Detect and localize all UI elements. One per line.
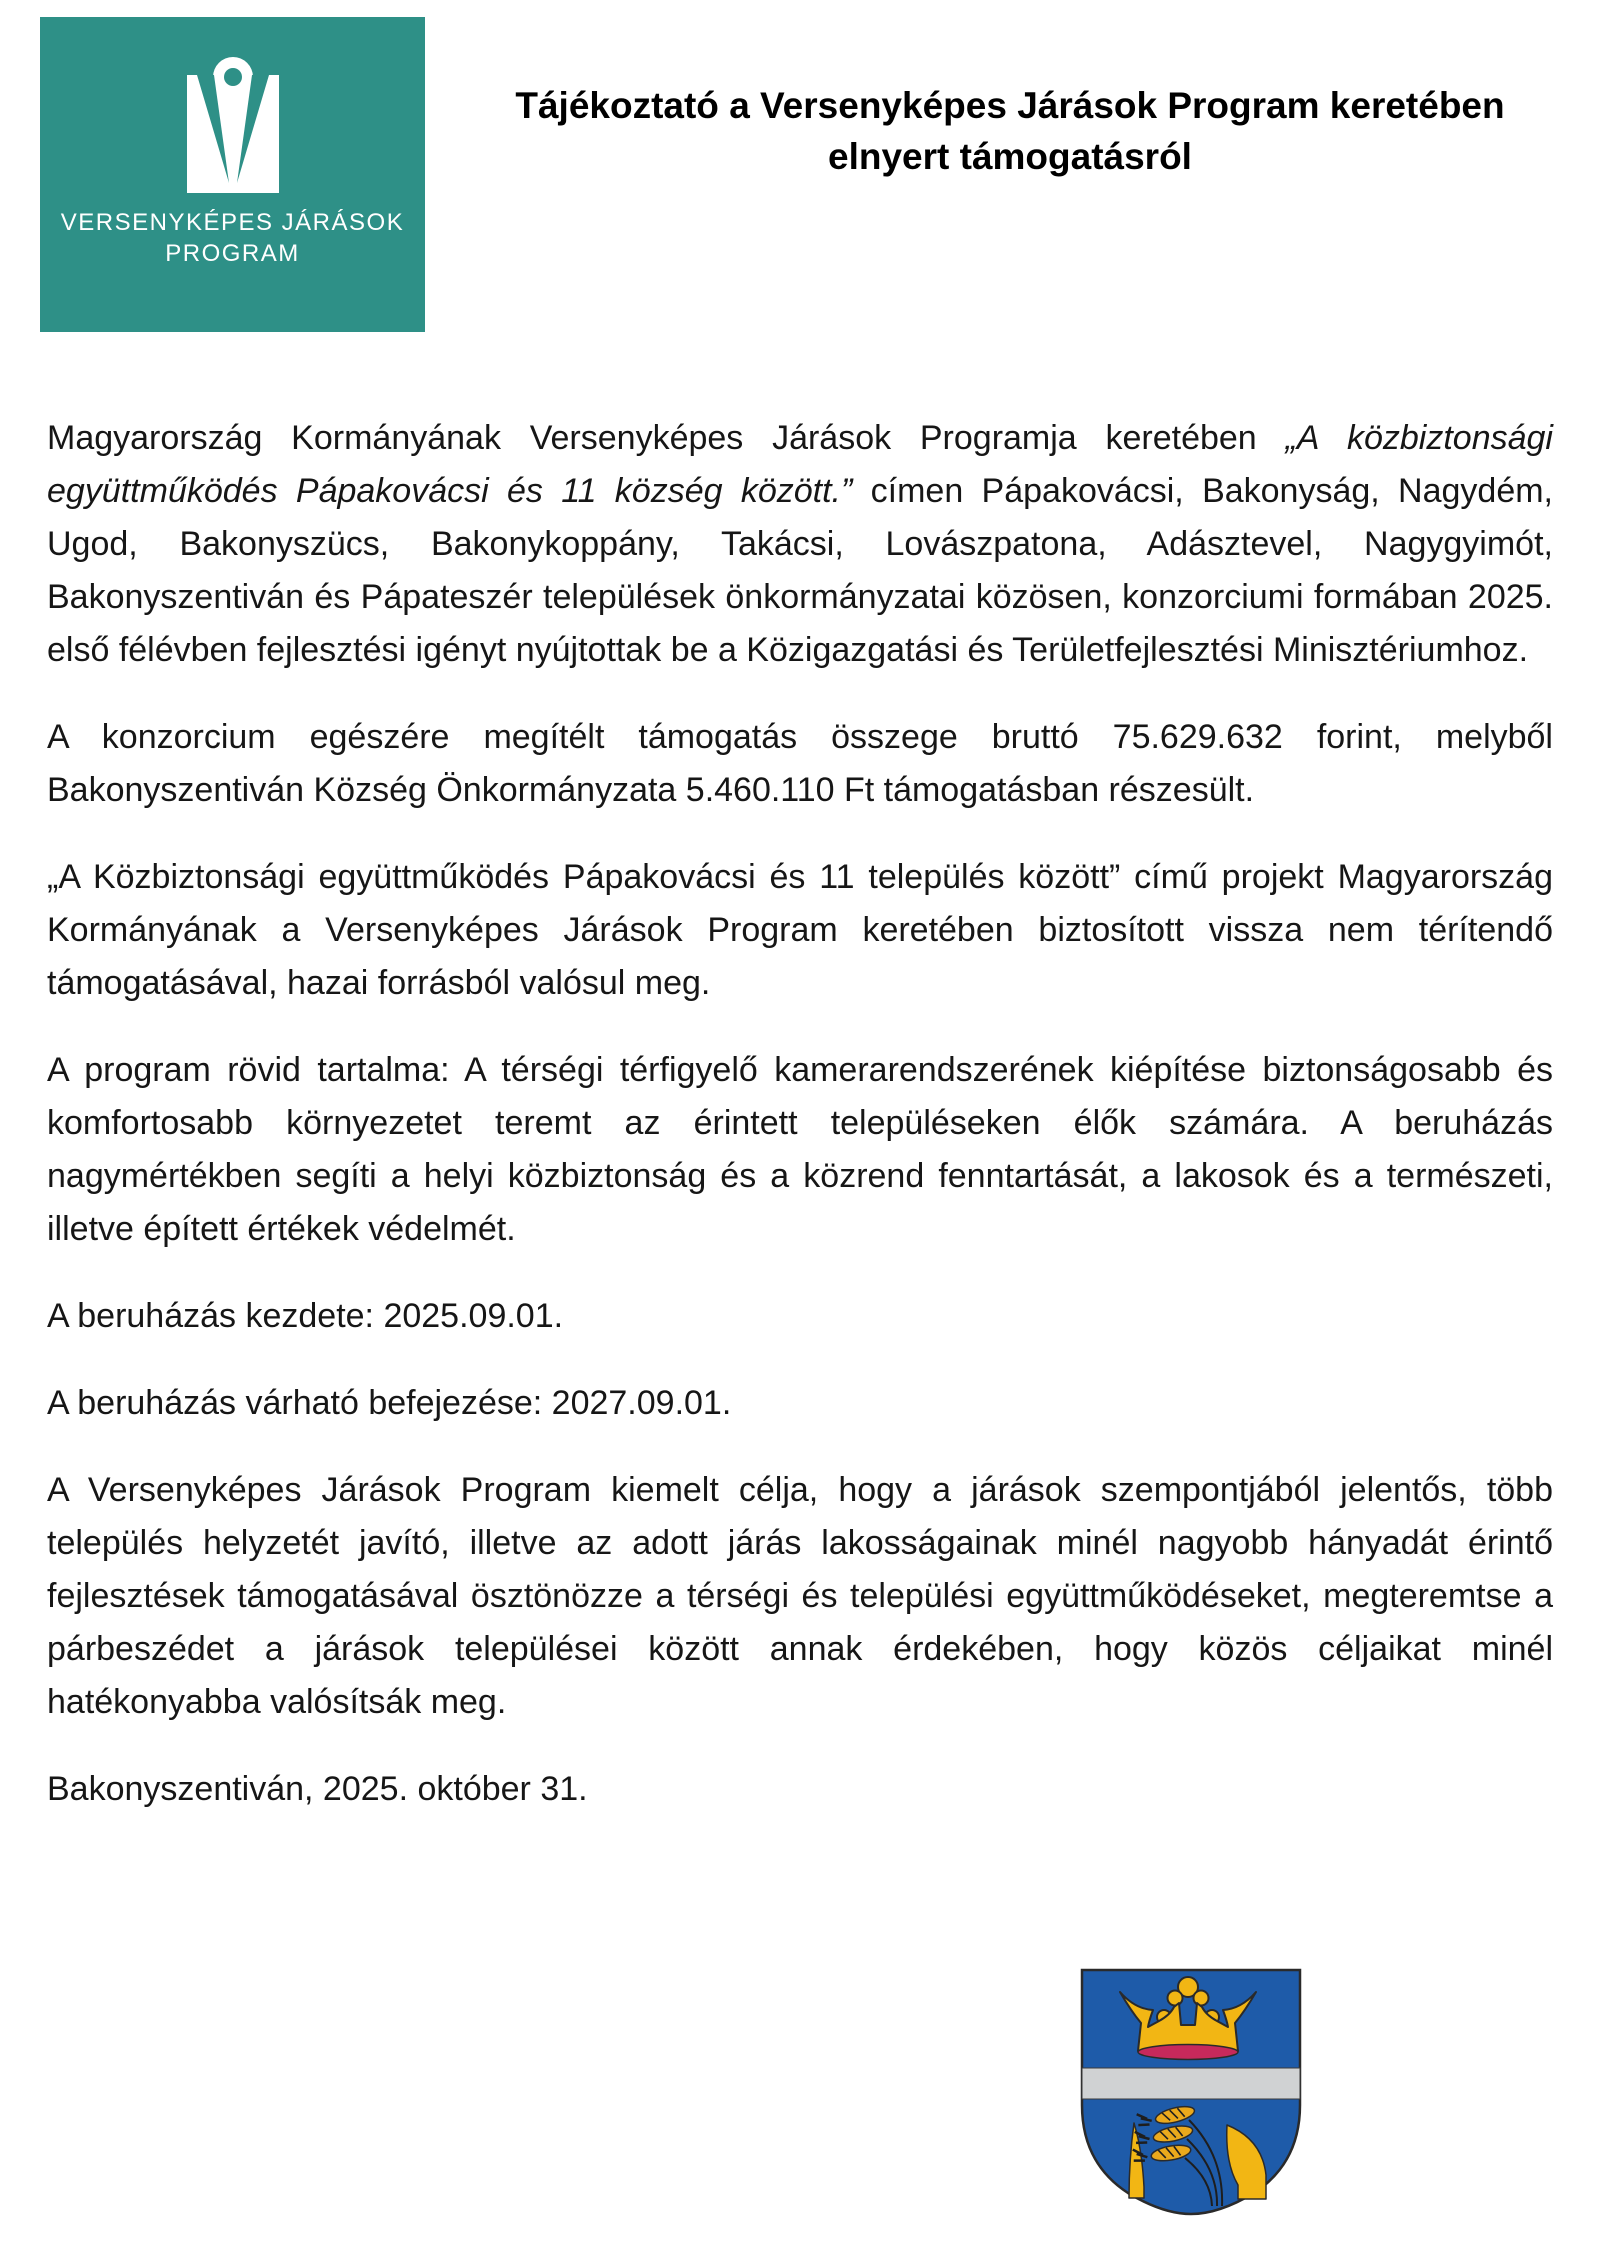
crest-crown-band — [1138, 2045, 1238, 2060]
program-logo-line1: VERSENYKÉPES JÁRÁSOK — [60, 209, 405, 236]
program-logo-text — [61, 207, 404, 269]
paragraph-end-date: A beruházás várható befejezése: 2027.09.01. — [47, 1384, 732, 1422]
crest-silver-stripe — [1082, 2068, 1300, 2099]
paragraph-intro — [47, 412, 1553, 677]
project-title-quote: „A közbiztonsági együttműködés Pápakovácsi és 11 község között.” — [47, 419, 1553, 510]
paragraph-program-summary: A program rövid tartalma: A térségi térfigyelő kamerarendszerének kiépítése biztonságosabb és komfortosabb környezetet teremt az érintett településeken élők számára. A beruházás nagymértékben segíti a helyi közbiztonság és a közrend fenntartását, a lakosok és a természeti, illetve épített értékek védelmét. — [47, 1051, 1553, 1248]
bakonyszentivan-coat-of-arms-icon — [1075, 1963, 1307, 2223]
paragraph-start-date: A beruházás kezdete: 2025.09.01. — [47, 1297, 564, 1335]
paragraph-funding-source: „A Közbiztonsági együttműködés Pápakovácsi és 11 település között” című projekt Magyarország Kormányának a Versenyképes Járások Program keretében biztosított vissza nem térítendő támogatásával, hazai forrásból valósul meg. — [47, 858, 1553, 1002]
paragraph-intro-pre: Magyarország Kormányának Versenyképes Járások Programja keretében — [47, 419, 1286, 457]
page-title: Tájékoztató a Versenyképes Járások Program keretében elnyert támogatásról — [515, 85, 1505, 177]
paragraph-date-place: Bakonyszentiván, 2025. október 31. — [47, 1770, 588, 1808]
program-logo-line2: PROGRAM — [165, 240, 300, 267]
paragraph-program-goal: A Versenyképes Járások Program kiemelt célja, hogy a járások szempontjából jelentős, több település helyzetét javító, illetve az adott járás lakosságainak minél nagyobb hányadát érintő fejlesztések támogatásával ösztönözze a térségi és települési együttműködéseket, megteremtse a párbeszédet a járások települései között annak érdekében, hogy közös céljaikat minél hatékonyabba valósítsák meg. — [47, 1471, 1553, 1721]
paragraph-grant-amount: A konzorcium egészére megítélt támogatás összege bruttó 75.629.632 forint, melyből Bakonyszentiván Község Önkormányzata 5.460.110 Ft támogatásban részesült. — [47, 718, 1553, 809]
coat-of-arms — [1075, 1963, 1307, 2223]
location-pin-icon — [187, 57, 279, 193]
document-body — [47, 412, 1553, 1850]
paragraph-intro-post: címen Pápakovácsi, Bakonyság, Nagydém, Ugod, Bakonyszücs, Bakonykoppány, Takácsi, Lovászpatona, Adásztevel, Nagygyimót, Bakonyszentiván és Pápateszér települések önkormányzatai közösen, konzorciumi formában 2025. első félévben fejlesztési igényt nyújtottak be a Közigazgatási és Területfejlesztési Minisztériumhoz. — [47, 472, 1554, 669]
program-logo — [40, 17, 425, 332]
